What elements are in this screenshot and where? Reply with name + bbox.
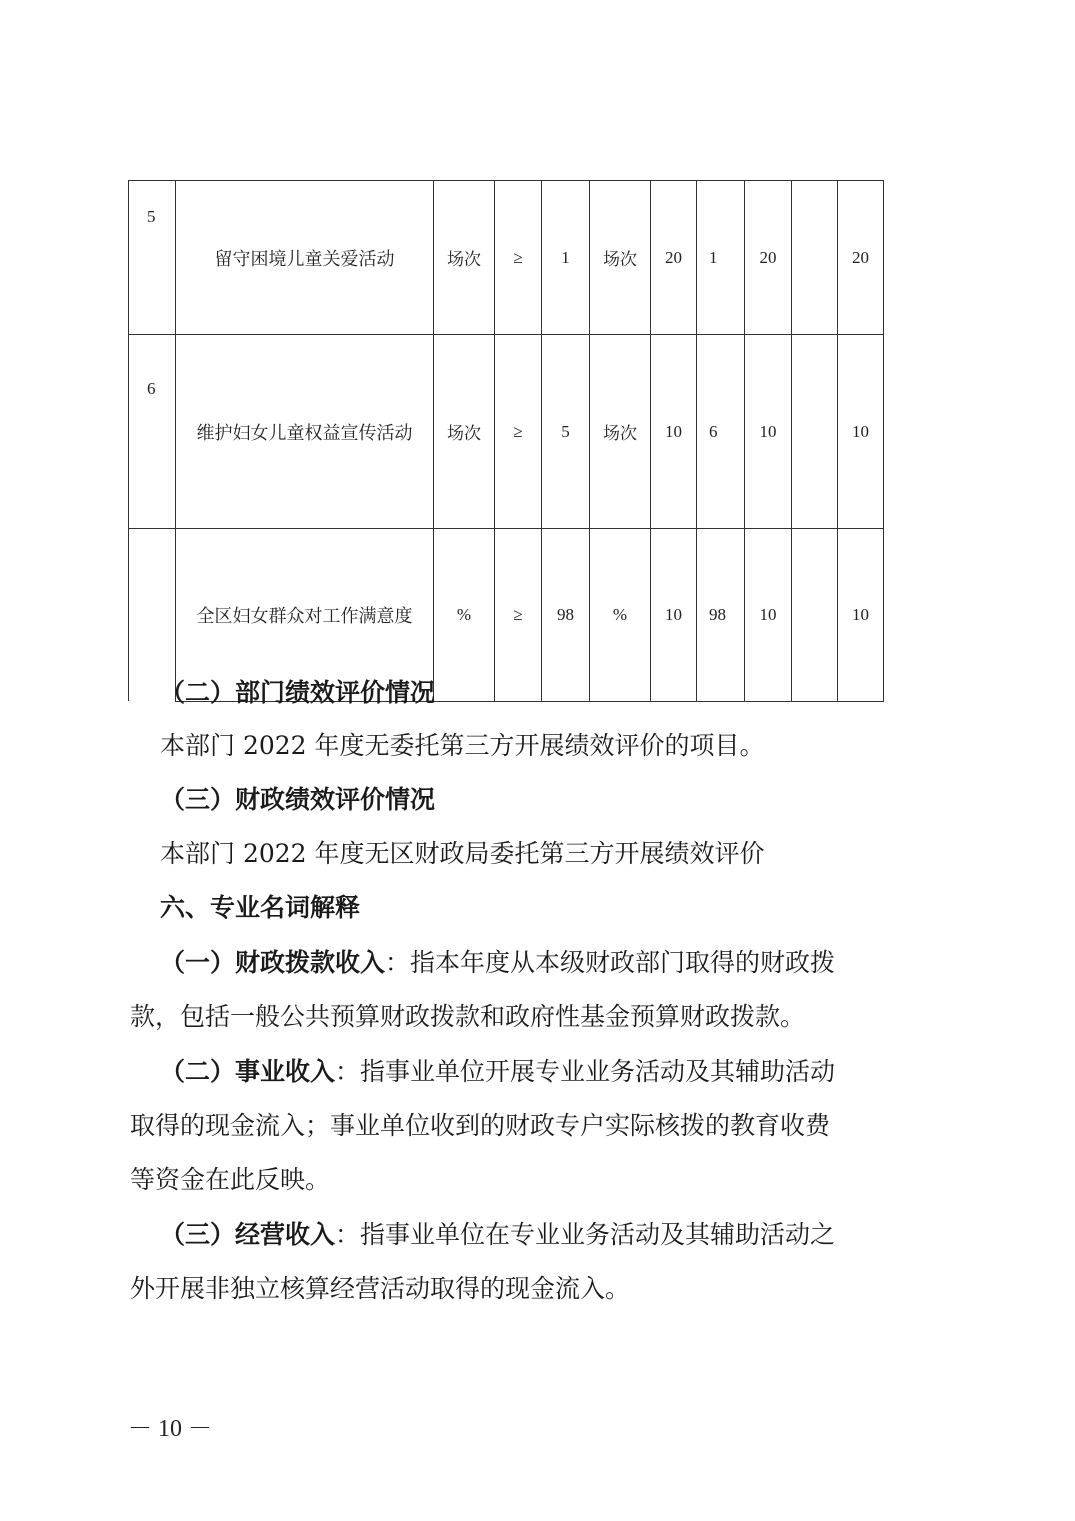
term1-text: ：指本年度从本级财政部门取得的财政拨 [385,948,836,977]
indicator-actual: 6 [697,335,745,529]
term2-text: ：指事业单位开展专业业务活动及其辅助活动 [335,1057,836,1086]
page-number: － 10 － [128,1416,212,1442]
indicator-actual: 1 [697,181,745,335]
term1-line1 [160,935,835,991]
term3-line2: 外开展非独立核算经营活动取得的现金流入。 [130,1274,631,1303]
indicator-unit2: 场次 [590,335,651,529]
indicator-deduct [792,181,838,335]
indicator-name: 全区妇女群众对工作满意度 [176,529,434,702]
indicator-score: 20 [745,181,792,335]
table-row [129,181,884,335]
row-index: 5 [129,181,176,335]
term1-label: （一）财政拨款收入 [160,948,386,977]
dept-eval-text: 本部门 2022 年度无委托第三方开展绩效评价的项目。 [160,731,765,760]
fin-eval-heading: （三）财政绩效评价情况 [160,785,436,814]
row-index: 6 [129,335,176,529]
term2-line2: 取得的现金流入；事业单位收到的财政专户实际核拨的教育收费 [130,1111,831,1140]
indicator-weight: 10 [651,529,697,702]
term1-line2: 款，包括一般公共预算财政拨款和政府性基金预算财政拨款。 [130,1002,806,1031]
term2-line3: 等资金在此反映。 [130,1165,331,1194]
indicator-unit: % [434,529,495,702]
indicator-final: 20 [838,181,884,335]
terms-heading: 六、专业名词解释 [160,893,361,922]
term2-line1 [160,1044,835,1100]
indicator-operator: ≥ [495,335,542,529]
indicator-name: 维护妇女儿童权益宣传活动 [176,335,434,529]
indicator-actual: 98 [697,529,745,702]
dept-eval-heading: （二）部门绩效评价情况 [160,678,436,707]
performance-indicator-table [128,180,884,702]
indicator-deduct [792,335,838,529]
indicator-score: 10 [745,529,792,702]
indicator-score: 10 [745,335,792,529]
fin-eval-text: 本部门 2022 年度无区财政局委托第三方开展绩效评价 [160,839,765,868]
indicator-final: 10 [838,529,884,702]
indicator-weight: 20 [651,181,697,335]
indicator-operator: ≥ [495,529,542,702]
indicator-unit: 场次 [434,335,495,529]
indicator-final: 10 [838,335,884,529]
table-row [129,335,884,529]
indicator-unit: 场次 [434,181,495,335]
indicator-target: 98 [542,529,590,702]
term3-line1 [160,1207,835,1263]
indicator-name: 留守困境儿童关爱活动 [176,181,434,335]
term3-label: （三）经营收入 [160,1220,336,1249]
indicator-unit2: % [590,529,651,702]
term3-text: ：指事业单位在专业业务活动及其辅助活动之 [335,1220,836,1249]
indicator-operator: ≥ [495,181,542,335]
indicator-weight: 10 [651,335,697,529]
indicator-deduct [792,529,838,702]
indicator-target: 1 [542,181,590,335]
term2-label: （二）事业收入 [160,1057,336,1086]
indicator-unit2: 场次 [590,181,651,335]
indicator-target: 5 [542,335,590,529]
